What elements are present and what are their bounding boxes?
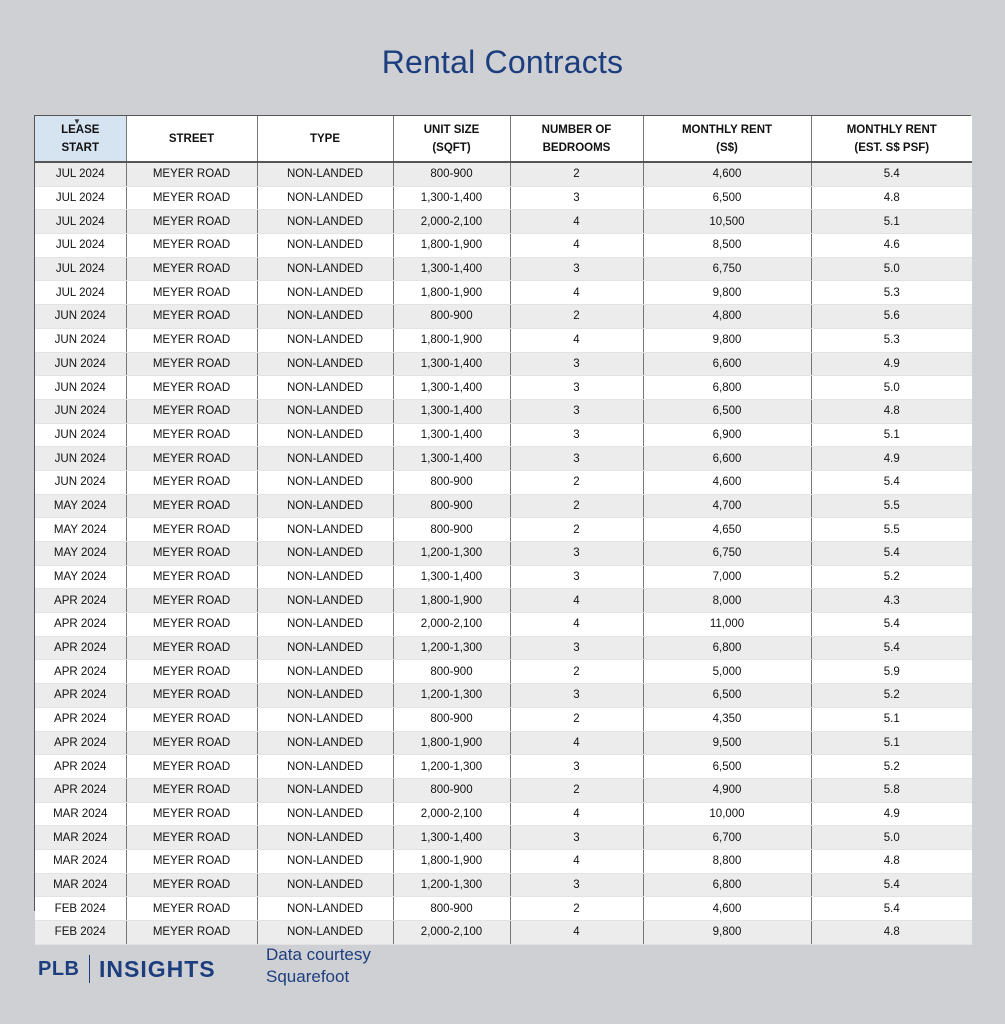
cell-rent-psf: 5.5 [811,494,972,518]
cell-rent-psf: 4.8 [811,186,972,210]
cell-rent-psf: 5.2 [811,565,972,589]
cell-rent-psf: 5.4 [811,613,972,637]
table-row [35,731,972,755]
cell-type: NON-LANDED [257,731,393,755]
cell-monthly-rent: 4,650 [643,518,811,542]
cell-type: NON-LANDED [257,755,393,779]
cell-type: NON-LANDED [257,802,393,826]
table-row [35,660,972,684]
table-row [35,921,972,945]
cell-monthly-rent: 9,800 [643,328,811,352]
cell-monthly-rent: 4,600 [643,897,811,921]
cell-monthly-rent: 6,600 [643,352,811,376]
cell-bedrooms: 3 [510,542,643,566]
cell-rent-psf: 5.4 [811,470,972,494]
cell-lease-start: MAR 2024 [35,826,126,850]
cell-bedrooms: 4 [510,802,643,826]
cell-lease-start: JUN 2024 [35,376,126,400]
cell-monthly-rent: 6,600 [643,447,811,471]
cell-unit-size: 800-900 [393,494,510,518]
cell-rent-psf: 5.4 [811,897,972,921]
cell-type: NON-LANDED [257,873,393,897]
cell-monthly-rent: 6,500 [643,186,811,210]
cell-type: NON-LANDED [257,542,393,566]
cell-bedrooms: 2 [510,518,643,542]
cell-lease-start: FEB 2024 [35,921,126,945]
cell-monthly-rent: 9,800 [643,281,811,305]
cell-rent-psf: 5.0 [811,826,972,850]
cell-street: MEYER ROAD [126,518,257,542]
cell-street: MEYER ROAD [126,707,257,731]
cell-unit-size: 1,200-1,300 [393,542,510,566]
cell-bedrooms: 3 [510,447,643,471]
table-row [35,613,972,637]
cell-type: NON-LANDED [257,684,393,708]
cell-street: MEYER ROAD [126,423,257,447]
cell-type: NON-LANDED [257,328,393,352]
cell-bedrooms: 3 [510,399,643,423]
cell-street: MEYER ROAD [126,352,257,376]
cell-monthly-rent: 10,500 [643,210,811,234]
cell-bedrooms: 3 [510,636,643,660]
cell-lease-start: APR 2024 [35,613,126,637]
cell-rent-psf: 5.2 [811,684,972,708]
cell-unit-size: 800-900 [393,897,510,921]
cell-monthly-rent: 4,900 [643,778,811,802]
cell-monthly-rent: 5,000 [643,660,811,684]
cell-lease-start: MAR 2024 [35,873,126,897]
cell-rent-psf: 5.4 [811,162,972,186]
table-row [35,162,972,186]
column-header-monthly-rent[interactable] [643,116,811,162]
cell-monthly-rent: 6,800 [643,873,811,897]
cell-rent-psf: 5.1 [811,210,972,234]
cell-monthly-rent: 4,600 [643,470,811,494]
cell-rent-psf: 4.8 [811,399,972,423]
cell-lease-start: JUN 2024 [35,352,126,376]
cell-type: NON-LANDED [257,376,393,400]
cell-lease-start: JUL 2024 [35,234,126,258]
cell-type: NON-LANDED [257,778,393,802]
cell-bedrooms: 4 [510,589,643,613]
cell-type: NON-LANDED [257,897,393,921]
cell-unit-size: 1,800-1,900 [393,328,510,352]
cell-street: MEYER ROAD [126,447,257,471]
cell-bedrooms: 3 [510,352,643,376]
cell-unit-size: 800-900 [393,707,510,731]
cell-bedrooms: 2 [510,470,643,494]
cell-lease-start: JUL 2024 [35,281,126,305]
cell-lease-start: APR 2024 [35,707,126,731]
cell-rent-psf: 5.4 [811,873,972,897]
cell-monthly-rent: 6,750 [643,257,811,281]
cell-lease-start: MAR 2024 [35,802,126,826]
cell-unit-size: 1,800-1,900 [393,589,510,613]
cell-lease-start: MAY 2024 [35,565,126,589]
cell-street: MEYER ROAD [126,162,257,186]
cell-unit-size: 1,800-1,900 [393,849,510,873]
table-row [35,257,972,281]
cell-unit-size: 1,300-1,400 [393,399,510,423]
logo-insights-text: INSIGHTS [99,955,216,982]
cell-unit-size: 2,000-2,100 [393,613,510,637]
cell-lease-start: APR 2024 [35,589,126,613]
cell-rent-psf: 5.3 [811,328,972,352]
cell-monthly-rent: 8,000 [643,589,811,613]
cell-lease-start: MAY 2024 [35,518,126,542]
cell-lease-start: MAY 2024 [35,542,126,566]
cell-type: NON-LANDED [257,257,393,281]
table-row [35,210,972,234]
cell-lease-start: JUN 2024 [35,305,126,329]
cell-type: NON-LANDED [257,423,393,447]
cell-rent-psf: 5.4 [811,542,972,566]
cell-bedrooms: 3 [510,873,643,897]
header-line: (S$) [716,141,738,154]
cell-type: NON-LANDED [257,162,393,186]
cell-lease-start: JUL 2024 [35,186,126,210]
cell-rent-psf: 4.8 [811,921,972,945]
cell-bedrooms: 2 [510,162,643,186]
cell-street: MEYER ROAD [126,684,257,708]
cell-monthly-rent: 6,750 [643,542,811,566]
table-row [35,707,972,731]
cell-bedrooms: 2 [510,897,643,921]
sort-indicator-icon: ▼ [73,117,81,126]
cell-street: MEYER ROAD [126,897,257,921]
cell-bedrooms: 2 [510,494,643,518]
cell-lease-start: JUL 2024 [35,257,126,281]
cell-rent-psf: 5.2 [811,755,972,779]
cell-unit-size: 800-900 [393,162,510,186]
cell-bedrooms: 3 [510,186,643,210]
cell-monthly-rent: 9,500 [643,731,811,755]
cell-unit-size: 1,200-1,300 [393,684,510,708]
cell-unit-size: 800-900 [393,660,510,684]
cell-type: NON-LANDED [257,494,393,518]
plb-insights-logo [38,955,216,983]
cell-monthly-rent: 11,000 [643,613,811,637]
cell-bedrooms: 2 [510,305,643,329]
cell-street: MEYER ROAD [126,636,257,660]
cell-monthly-rent: 8,800 [643,849,811,873]
cell-rent-psf: 5.5 [811,518,972,542]
cell-type: NON-LANDED [257,399,393,423]
table-row [35,636,972,660]
header-line: BEDROOMS [542,141,611,154]
cell-unit-size: 2,000-2,100 [393,802,510,826]
column-header-unit-size[interactable] [393,116,510,162]
cell-monthly-rent: 6,800 [643,636,811,660]
cell-bedrooms: 3 [510,376,643,400]
cell-bedrooms: 4 [510,210,643,234]
rental-contracts-table [34,115,971,939]
cell-bedrooms: 4 [510,849,643,873]
cell-monthly-rent: 6,500 [643,684,811,708]
cell-rent-psf: 5.4 [811,636,972,660]
cell-unit-size: 800-900 [393,470,510,494]
cell-street: MEYER ROAD [126,731,257,755]
logo-divider [89,955,91,983]
cell-street: MEYER ROAD [126,234,257,258]
cell-rent-psf: 4.9 [811,802,972,826]
cell-unit-size: 2,000-2,100 [393,210,510,234]
cell-street: MEYER ROAD [126,565,257,589]
cell-lease-start: JUL 2024 [35,162,126,186]
cell-rent-psf: 5.1 [811,707,972,731]
table-row [35,399,972,423]
logo-plb-text: PLB [38,957,80,980]
cell-type: NON-LANDED [257,565,393,589]
cell-type: NON-LANDED [257,210,393,234]
cell-bedrooms: 4 [510,613,643,637]
cell-type: NON-LANDED [257,826,393,850]
table-header-row [35,116,972,162]
cell-street: MEYER ROAD [126,921,257,945]
cell-lease-start: JUN 2024 [35,399,126,423]
cell-type: NON-LANDED [257,281,393,305]
cell-unit-size: 1,200-1,300 [393,873,510,897]
cell-bedrooms: 4 [510,234,643,258]
cell-monthly-rent: 4,600 [643,162,811,186]
cell-street: MEYER ROAD [126,494,257,518]
table-row [35,186,972,210]
cell-type: NON-LANDED [257,921,393,945]
cell-bedrooms: 4 [510,328,643,352]
cell-bedrooms: 3 [510,684,643,708]
cell-rent-psf: 5.6 [811,305,972,329]
header-line: UNIT SIZE [423,123,480,136]
table-body [35,162,972,944]
column-header-lease-start[interactable] [35,116,126,162]
table-row [35,423,972,447]
cell-street: MEYER ROAD [126,399,257,423]
cell-unit-size: 1,800-1,900 [393,731,510,755]
header-line: START [61,141,99,154]
cell-rent-psf: 5.0 [811,376,972,400]
table-row [35,305,972,329]
cell-street: MEYER ROAD [126,826,257,850]
cell-street: MEYER ROAD [126,778,257,802]
cell-street: MEYER ROAD [126,257,257,281]
cell-street: MEYER ROAD [126,589,257,613]
cell-monthly-rent: 6,500 [643,755,811,779]
table-row [35,826,972,850]
cell-unit-size: 1,300-1,400 [393,447,510,471]
table-row [35,802,972,826]
cell-monthly-rent: 4,700 [643,494,811,518]
cell-street: MEYER ROAD [126,470,257,494]
cell-bedrooms: 2 [510,660,643,684]
table-row [35,684,972,708]
cell-street: MEYER ROAD [126,210,257,234]
cell-street: MEYER ROAD [126,186,257,210]
cell-street: MEYER ROAD [126,281,257,305]
cell-type: NON-LANDED [257,470,393,494]
cell-street: MEYER ROAD [126,660,257,684]
cell-bedrooms: 2 [510,778,643,802]
cell-unit-size: 1,300-1,400 [393,186,510,210]
cell-unit-size: 1,300-1,400 [393,565,510,589]
cell-street: MEYER ROAD [126,613,257,637]
cell-monthly-rent: 10,000 [643,802,811,826]
cell-unit-size: 1,800-1,900 [393,234,510,258]
cell-lease-start: APR 2024 [35,755,126,779]
cell-type: NON-LANDED [257,613,393,637]
cell-unit-size: 1,800-1,900 [393,281,510,305]
cell-type: NON-LANDED [257,447,393,471]
cell-lease-start: APR 2024 [35,731,126,755]
header-line: MONTHLY RENT [846,123,937,136]
cell-monthly-rent: 6,700 [643,826,811,850]
cell-rent-psf: 5.1 [811,423,972,447]
credit-source: Squarefoot [266,967,350,986]
header-line: NUMBER OF [541,123,612,136]
cell-rent-psf: 5.1 [811,731,972,755]
table-row [35,542,972,566]
table-row [35,565,972,589]
cell-rent-psf: 4.3 [811,589,972,613]
cell-monthly-rent: 9,800 [643,921,811,945]
table-row [35,328,972,352]
cell-monthly-rent: 7,000 [643,565,811,589]
cell-lease-start: APR 2024 [35,778,126,802]
table-row [35,755,972,779]
cell-street: MEYER ROAD [126,376,257,400]
table-row [35,352,972,376]
cell-unit-size: 1,200-1,300 [393,755,510,779]
cell-street: MEYER ROAD [126,802,257,826]
table-row [35,470,972,494]
cell-monthly-rent: 6,800 [643,376,811,400]
cell-street: MEYER ROAD [126,542,257,566]
cell-unit-size: 800-900 [393,778,510,802]
cell-type: NON-LANDED [257,234,393,258]
cell-street: MEYER ROAD [126,755,257,779]
cell-lease-start: JUN 2024 [35,470,126,494]
cell-unit-size: 800-900 [393,305,510,329]
cell-unit-size: 1,300-1,400 [393,257,510,281]
cell-bedrooms: 3 [510,755,643,779]
header-line: MONTHLY RENT [681,123,773,136]
cell-bedrooms: 3 [510,257,643,281]
table-row [35,778,972,802]
cell-street: MEYER ROAD [126,849,257,873]
cell-lease-start: APR 2024 [35,684,126,708]
cell-rent-psf: 4.8 [811,849,972,873]
cell-bedrooms: 3 [510,826,643,850]
cell-rent-psf: 5.9 [811,660,972,684]
cell-monthly-rent: 4,350 [643,707,811,731]
cell-lease-start: JUN 2024 [35,423,126,447]
cell-rent-psf: 4.9 [811,352,972,376]
header-line: STREET [168,132,215,145]
table-row [35,897,972,921]
table-row [35,234,972,258]
header-line: TYPE [309,132,341,145]
cell-unit-size: 2,000-2,100 [393,921,510,945]
cell-rent-psf: 5.3 [811,281,972,305]
cell-unit-size: 1,300-1,400 [393,376,510,400]
cell-type: NON-LANDED [257,849,393,873]
cell-street: MEYER ROAD [126,328,257,352]
cell-lease-start: JUL 2024 [35,210,126,234]
cell-lease-start: JUN 2024 [35,328,126,352]
cell-type: NON-LANDED [257,352,393,376]
table-row [35,447,972,471]
table-row [35,376,972,400]
cell-rent-psf: 5.8 [811,778,972,802]
cell-unit-size: 1,300-1,400 [393,826,510,850]
data-credit [266,944,371,988]
cell-lease-start: MAR 2024 [35,849,126,873]
cell-lease-start: APR 2024 [35,660,126,684]
cell-monthly-rent: 6,500 [643,399,811,423]
credit-line: Data courtesy [266,945,371,964]
cell-type: NON-LANDED [257,660,393,684]
cell-lease-start: APR 2024 [35,636,126,660]
table-row [35,281,972,305]
column-header-type[interactable] [257,116,393,162]
cell-unit-size: 1,300-1,400 [393,423,510,447]
cell-monthly-rent: 4,800 [643,305,811,329]
cell-bedrooms: 2 [510,707,643,731]
table-row [35,873,972,897]
cell-type: NON-LANDED [257,186,393,210]
header-line: LEASE [61,123,100,136]
cell-street: MEYER ROAD [126,305,257,329]
header-line: (EST. S$ PSF) [854,141,930,154]
table-row [35,849,972,873]
cell-rent-psf: 5.0 [811,257,972,281]
cell-lease-start: JUN 2024 [35,447,126,471]
page-title: Rental Contracts [381,44,624,80]
cell-bedrooms: 3 [510,565,643,589]
cell-monthly-rent: 6,900 [643,423,811,447]
table-row [35,494,972,518]
table-row [35,589,972,613]
cell-type: NON-LANDED [257,589,393,613]
column-header-street[interactable] [126,116,257,162]
cell-rent-psf: 4.6 [811,234,972,258]
cell-type: NON-LANDED [257,305,393,329]
table-row [35,518,972,542]
cell-rent-psf: 4.9 [811,447,972,471]
cell-unit-size: 1,200-1,300 [393,636,510,660]
cell-monthly-rent: 8,500 [643,234,811,258]
cell-unit-size: 800-900 [393,518,510,542]
column-header-rent-psf[interactable] [811,116,972,162]
cell-bedrooms: 4 [510,281,643,305]
cell-type: NON-LANDED [257,518,393,542]
column-header-bedrooms[interactable] [510,116,643,162]
cell-lease-start: FEB 2024 [35,897,126,921]
cell-bedrooms: 4 [510,921,643,945]
cell-lease-start: MAY 2024 [35,494,126,518]
cell-type: NON-LANDED [257,707,393,731]
cell-type: NON-LANDED [257,636,393,660]
cell-bedrooms: 3 [510,423,643,447]
header-line: (SQFT) [432,141,471,154]
cell-unit-size: 1,300-1,400 [393,352,510,376]
cell-bedrooms: 4 [510,731,643,755]
cell-street: MEYER ROAD [126,873,257,897]
